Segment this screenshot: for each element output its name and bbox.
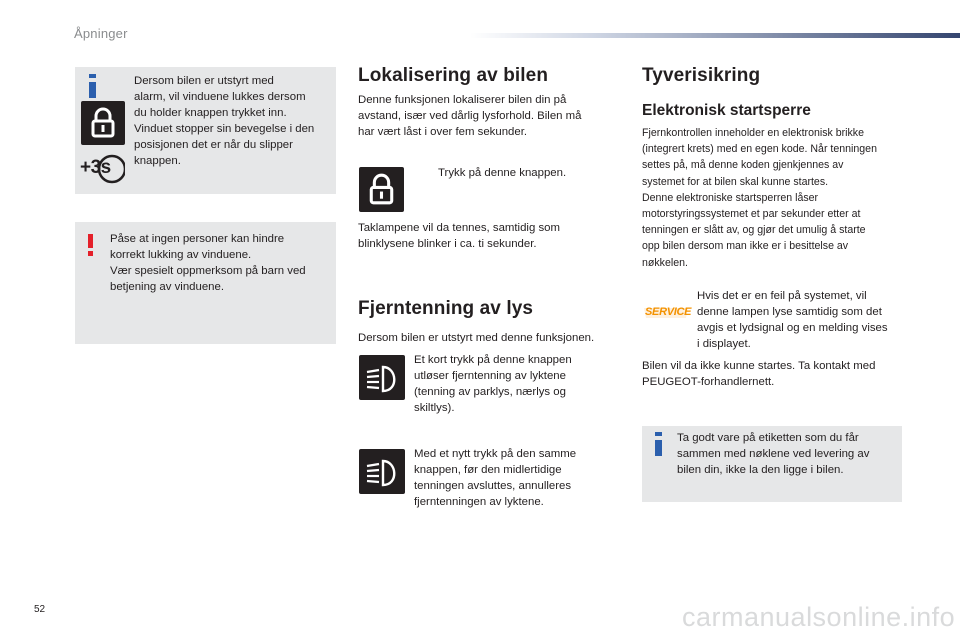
lights-intro: Dersom bilen er utstyrt med denne funksjonen. bbox=[358, 332, 595, 344]
info-box-label bbox=[642, 426, 902, 502]
dealer-text: Bilen vil da ikke kunne startes. Ta kontakt med PEUGEOT-forhandlernett. bbox=[642, 360, 876, 388]
service-warning-lamp bbox=[643, 304, 692, 320]
headlamp-button-icon bbox=[359, 449, 405, 494]
page-number: 52 bbox=[34, 604, 46, 615]
lights-heading: Fjerntenning av lys bbox=[358, 298, 534, 319]
info-icon bbox=[655, 432, 663, 456]
locate-heading: Lokalisering av bilen bbox=[358, 65, 549, 86]
hold-duration-label: +3s bbox=[80, 157, 111, 178]
warning-text: Påse at ingen personer kan hindre korrekt lukking av vinduene. Vær spesielt oppmerksom på barn ved betjening av vinduene. bbox=[110, 233, 306, 293]
info-icon bbox=[89, 74, 97, 98]
immobiliser-heading: Elektronisk startsperre bbox=[642, 102, 811, 119]
lock-button-icon bbox=[359, 167, 404, 212]
lock-icon bbox=[359, 167, 404, 212]
headlamp-button-icon bbox=[359, 355, 405, 400]
service-text: Hvis det er en feil på systemet, vil denne lampen lyse samtidig som det avgis et lydsignal og en melding vises i displayet. bbox=[697, 290, 888, 350]
section-title: Åpninger bbox=[74, 26, 128, 41]
headlamp-icon bbox=[359, 355, 405, 400]
antitheft-heading: Tyverisikring bbox=[642, 65, 761, 86]
locate-intro: Denne funksjonen lokaliserer bilen din på avstand, især ved dårlig lysforhold. Bilen må har vært låst i over fem sekunder. bbox=[358, 94, 582, 138]
lights-short-press: Et kort trykk på denne knappen utløser fjerntenning av lyktene (tenning av parklys, nærlys og skiltlys). bbox=[414, 354, 572, 414]
warning-box bbox=[75, 222, 336, 344]
warning-icon bbox=[87, 234, 95, 256]
locate-result: Taklampene vil da tennes, samtidig som blinklysene blinker i ca. ti sekunder. bbox=[358, 222, 560, 250]
alarm-info-text: Dersom bilen er utstyrt med alarm, vil vinduene lukkes dersom du holder knappen trykket inn. Vinduet stopper sin bevegelse i den posisjonen det er når du slipper knappen. bbox=[134, 75, 315, 167]
lights-second-press: Med et nytt trykk på den samme knappen, før den midlertidige tenningen avsluttes, annulleres fjerntenningen av lyktene. bbox=[414, 448, 577, 508]
locate-step: Trykk på denne knappen. bbox=[438, 167, 567, 179]
label-info-text: Ta godt vare på etiketten som du får sammen med nøklene ved levering av bilen din, ikke la den ligge i bilen. bbox=[677, 432, 870, 476]
header-rule bbox=[470, 33, 960, 38]
watermark: carmanualsonline.info bbox=[682, 602, 956, 632]
immobiliser-text: Fjernkontrollen inneholder en elektronisk brikke (integrert krets) med en egen kode. Når tenningen settes på, må denne koden gjenkjennes av systemet for at bilen skal kunne startes. Denne elektroniske startsperren låser motorstyringssystemet et par sekunder etter at tenningen er slått av, og gjør det umulig å starte opp bilen dersom man ikke er i besittelse av nøkkelen. bbox=[642, 127, 877, 269]
lock-icon bbox=[81, 101, 125, 145]
hold-duration-badge bbox=[81, 153, 125, 185]
info-box-alarm bbox=[75, 67, 336, 194]
service-label: SERVICE bbox=[645, 306, 692, 318]
lock-button-icon bbox=[81, 101, 125, 145]
headlamp-icon bbox=[359, 449, 405, 494]
